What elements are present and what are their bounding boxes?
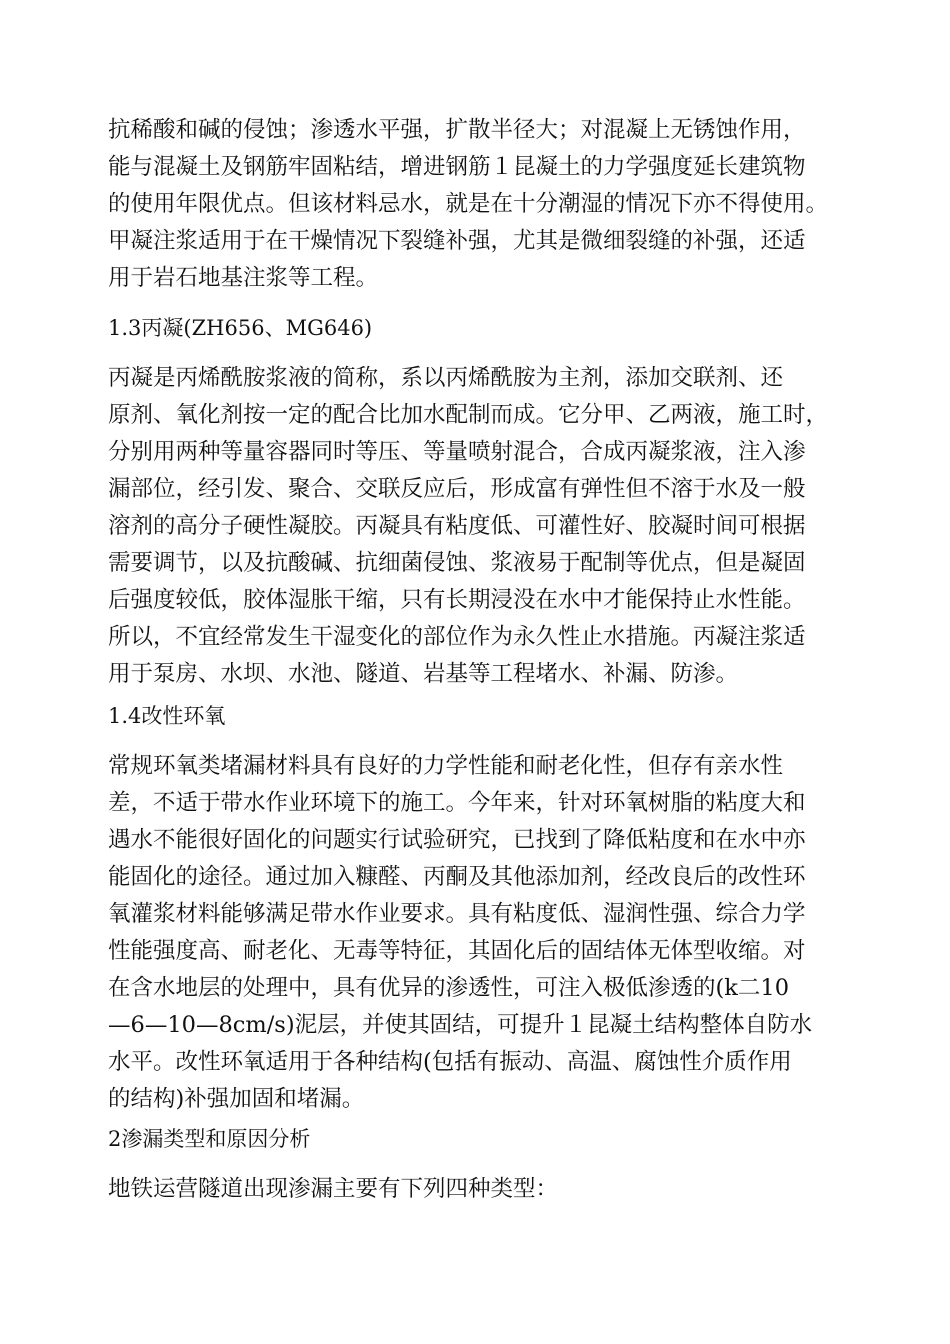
text-line: 甲凝注浆适用于在干燥情况下裂缝补强，尤其是微细裂缝的补强，还适 [108,228,806,254]
text-line: 常规环氧类堵漏材料具有良好的力学性能和耐老化性，但存有亲水性 [108,753,784,779]
text-line: 溶剂的高分子硬性凝胶。丙凝具有粘度低、可灌性好、胶凝时间可根据 [108,513,806,539]
text-line: 氧灌浆材料能够满足带水作业要求。具有粘度低、湿润性强、综合力学 [108,901,806,927]
text-line: —6—10—8cm/s)泥层，并使其固结，可提升１昆凝土结构整体自防水 [108,1012,813,1038]
text-line: 用于泵房、水坝、水池、隧道、岩基等工程堵水、补漏、防渗。 [108,661,739,687]
text-line: 性能强度高、耐老化、无毒等特征，其固化后的固结体无体型收缩。对 [108,938,806,964]
text-line: 分别用两种等量容器同时等压、等量喷射混合，合成丙凝浆液，注入渗 [108,439,806,465]
section-heading: 2渗漏类型和原因分析 [108,1127,311,1151]
text-line: 在含水地层的处理中，具有优异的渗透性，可注入极低渗透的(k二10 [108,975,790,1001]
text-line: 的使用年限优点。但该材料忌水，就是在十分潮湿的情况下亦不得使用。 [108,191,829,217]
text-line: 漏部位，经引发、聚合、交联反应后，形成富有弹性但不溶于水及一般 [108,476,806,502]
text-line: 地铁运营隧道出现渗漏主要有下列四种类型： [108,1176,559,1202]
text-line: 水平。改性环氧适用于各种结构(包括有振动、高温、腐蚀性介质作用 [108,1049,792,1075]
text-line: 用于岩石地基注浆等工程。 [108,265,379,291]
text-line: 能固化的途径。通过加入糠醛、丙酮及其他添加剂，经改良后的改性环 [108,864,806,890]
text-line: 原剂、氧化剂按一定的配合比加水配制而成。它分甲、乙两液，施工时， [108,402,829,428]
section-heading: 1.4改性环氧 [108,704,226,728]
text-line: 所以，不宜经常发生干湿变化的部位作为永久性止水措施。丙凝注浆适 [108,624,806,650]
text-line: 遇水不能很好固化的问题实行试验研究，已找到了降低粘度和在水中亦 [108,827,806,853]
text-line: 抗稀酸和碱的侵蚀；渗透水平强，扩散半径大；对混凝上无锈蚀作用， [108,117,806,143]
text-line: 丙凝是丙烯酰胺浆液的简称，系以丙烯酰胺为主剂，添加交联剂、还 [108,365,784,391]
text-line: 需要调节，以及抗酸碱、抗细菌侵蚀、浆液易于配制等优点，但是凝固 [108,550,806,576]
text-line: 后强度较低，胶体湿胀干缩，只有长期浸没在水中才能保持止水性能。 [108,587,806,613]
text-line: 能与混凝土及钢筋牢固粘结，增进钢筋１昆凝土的力学强度延长建筑物 [108,154,806,180]
text-line: 差，不适于带水作业环境下的施工。今年来，针对环氧树脂的粘度大和 [108,790,806,816]
text-line: 的结构)补强加固和堵漏。 [108,1086,365,1112]
section-heading: 1.3丙凝(ZH656、MG646) [108,316,373,340]
